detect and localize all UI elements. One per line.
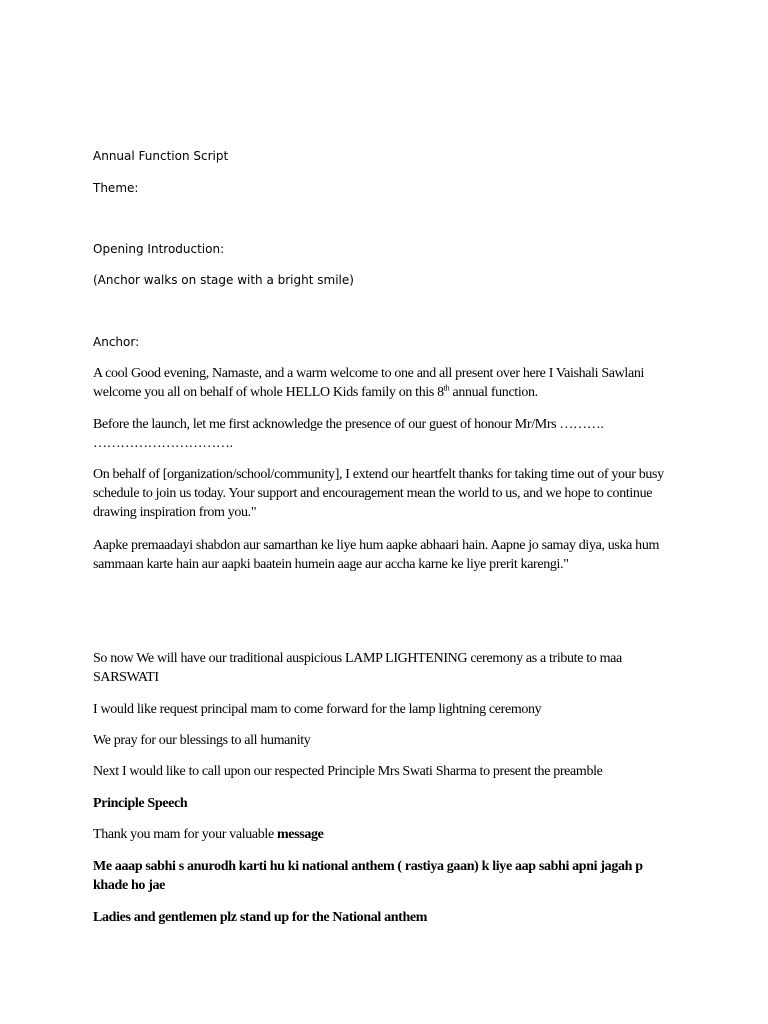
ordinal-suffix: th [443,383,450,393]
thank-you-message: message [276,827,324,842]
theme-label: Theme: [93,181,139,195]
launch-line-2: …………………………. [93,436,233,451]
anchor-label: Anchor: [93,335,140,349]
anthem-hindi-line-2: khade ho jae [93,878,166,893]
lamp-line-2: SARSWATI [93,670,159,685]
anthem-hindi-line-1: Me aaap sabhi s anurodh karti hu ki national anthem ( rastiya gaan) k liye aap sabhi apni jagah p [93,859,643,874]
thank-you-line [93,827,324,843]
stage-direction: (Anchor walks on stage with a bright smile) [93,273,354,287]
document-title: Annual Function Script [93,149,229,163]
welcome-line-2-end: annual function. [449,385,538,400]
hindi-line-1: Aapke premaadayi shabdon aur samarthan ke liye hum aapke abhaari hain. Aapne jo samay diya, uska hum [93,538,660,553]
next-line: Next I would like to call upon our respected Principle Mrs Swati Sharma to present the preamble [93,764,603,779]
anthem-english-line: Ladies and gentlemen plz stand up for the National anthem [93,910,428,925]
pray-line: We pray for our blessings to all humanity [93,733,311,748]
principle-speech-heading: Principle Speech [93,796,188,811]
opening-heading: Opening Introduction: [93,242,225,256]
request-line: I would like request principal mam to come forward for the lamp lightning ceremony [93,702,542,717]
welcome-line-1: A cool Good evening, Namaste, and a warm welcome to one and all present over here I Vaishali Sawlani [93,366,645,381]
launch-line-1: Before the launch, let me first acknowledge the presence of our guest of honour Mr/Mrs ………. [93,417,604,432]
thanks-line-2: schedule to join us today. Your support and encouragement mean the world to us, and we hope to continue [93,486,653,501]
lamp-line-1: So now We will have our traditional auspicious LAMP LIGHTENING ceremony as a tribute to maa [93,651,622,666]
thanks-line-1: On behalf of [organization/school/community], I extend our heartfelt thanks for taking time out of your busy [93,467,664,482]
welcome-line-2-text: welcome you all on behalf of whole HELLO Kids family on this 8 [93,385,444,400]
welcome-line-2 [93,385,538,401]
thank-you-text: Thank you mam for your valuable [93,827,277,842]
thanks-line-3: drawing inspiration from you." [93,505,257,520]
hindi-line-2: sammaan karte hain aur aapki baatein humein aage aur accha karne ke liye prerit karengi." [93,557,569,572]
